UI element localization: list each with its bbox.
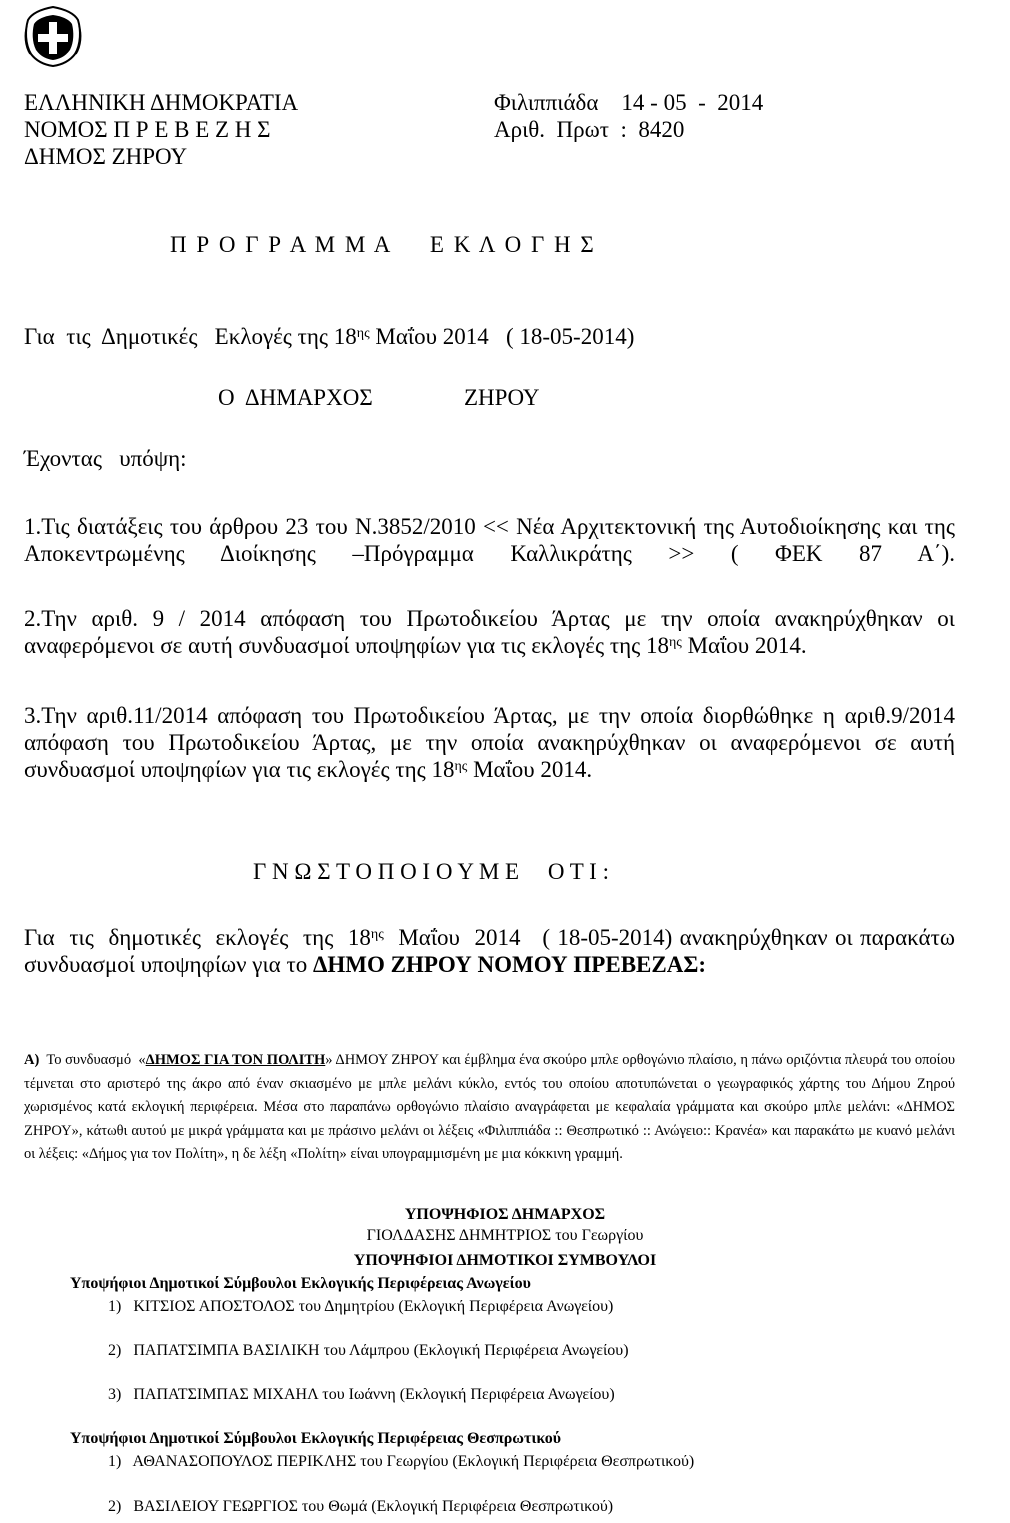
candidate-item: 1) ΚΙΤΣΙΟΣ ΑΠΟΣΤΟΛΟΣ του Δημητρίου (Εκλογική Περιφέρεια Ανωγείου) xyxy=(108,1298,614,1315)
intro-municipality: ΔΗΜΟ ΖΗΡΟΥ ΝΟΜΟΥ ΠΡΕΒΕΖΑΣ: xyxy=(312,952,707,977)
header-place-date: Φιλιππιάδα 14 - 05 - 2014 xyxy=(494,90,764,115)
consideration-3 xyxy=(24,702,955,783)
combination-name: ΔΗΜΟΣ ΓΙΑ ΤΟΝ ΠΟΛΙΤΗ xyxy=(145,1052,326,1068)
candidate-item: 2) ΠΑΠΑΤΣΙΜΠΑ ΒΑΣΙΛΙΚΗ του Λάμπρου (Εκλογική Περιφέρεια Ανωγείου) xyxy=(108,1342,629,1359)
councillors-heading: ΥΠΟΨΗΦΙΟΙ ΔΗΜΟΤΙΚΟΙ ΣΥΜΒΟΥΛΟΙ xyxy=(353,1252,657,1269)
combination-text-start: Το συνδυασμό « xyxy=(39,1052,146,1068)
candidate-item: 2) ΒΑΣΙΛΕΙΟΥ ΓΕΩΡΓΙΟΣ του Θωμά (Εκλογική Περιφέρεια Θεσπρωτικού) xyxy=(108,1498,614,1515)
subtitle-sup: ης xyxy=(356,326,370,341)
mayor-candidate-name: ΓΙΟΛΔΑΣΗΣ ΔΗΜΗΤΡΙΟΣ του Γεωργίου xyxy=(366,1227,644,1244)
document-subtitle xyxy=(24,323,634,350)
candidate-item: 3) ΠΑΠΑΤΣΙΜΠΑΣ ΜΙΧΑΗΛ του Ιωάννη (Εκλογική Περιφέρεια Ανωγείου) xyxy=(108,1386,615,1403)
header-line-prefecture: ΝΟΜΟΣ Π Ρ Ε Β Ε Ζ Η Σ xyxy=(24,117,271,142)
announcement-heading: Γ Ν Ω Σ Τ Ο Π Ο Ι Ο Υ Μ Ε Ο Τ Ι : xyxy=(253,859,609,884)
intro-text: Για τις δημοτικές εκλογές της 18 xyxy=(24,925,371,950)
mayor-heading-right: ΖΗΡΟΥ xyxy=(464,385,540,410)
consideration-2-end: Μαΐου 2014. xyxy=(681,633,807,658)
district-heading: Υποψήφιοι Δημοτικοί Σύμβουλοι Εκλογικής Περιφέρειας Θεσπρωτικού xyxy=(70,1430,562,1447)
header-issuer xyxy=(24,89,298,170)
consideration-2-text: 2.Την αριθ. 9 / 2014 απόφαση του Πρωτοδικείου Άρτας με την οποία ανακηρύχθηκαν οι αναφερόμενοι σε αυτή συνδυασμοί υποψηφίων για τις εκλογές της 18 xyxy=(24,606,955,658)
header-line-municipality: ΔΗΜΟΣ ΖΗΡΟΥ xyxy=(24,144,188,169)
subtitle-text: Για τις Δημοτικές Εκλογές της 18 xyxy=(24,324,357,349)
district-heading: Υποψήφιοι Δημοτικοί Σύμβουλοι Εκλογικής Περιφέρειας Ανωγείου xyxy=(70,1275,531,1292)
consideration-1 xyxy=(24,513,955,567)
state-emblem xyxy=(22,4,84,68)
combination-description xyxy=(24,1049,955,1167)
intro-text-end: Μαΐου 2014 ( 18-05-2014) ανακηρύχθηκαν οι παρακάτω συνδυασμοί υποψηφίων για το xyxy=(24,925,961,977)
consideration-3-end: Μαΐου 2014. xyxy=(467,757,593,782)
consideration-3-sup: ης xyxy=(454,759,468,774)
having-regard-label: Έχοντας υπόψη: xyxy=(24,446,187,471)
combination-text: » ΔΗΜΟΥ ΖΗΡΟΥ και έμβλημα ένα σκούρο μπλε ορθογώνιο πλαίσιο, η πάνω οριζόντια πλευρά του οποίου τέμνεται στο αριστερό της άκρο από έναν σκιασμένο με μπλε μελάνι κύκλο, εντός του οποίου αποτυπώνεται ο γεωγραφικός χάρτης του Δήμου Ζηρού χωρισμένος κατά εκλογική περιφέρεια. Μέσα στο παραπάνω ορθογώνιο πλαίσιο αναγράφεται με κεφαλαία γράμματα και σκούρο μπλε μελάνι: «ΔΗΜΟΣ ΖΗΡΟΥ», κάτωθι αυτού με μικρά γράμματα και με πράσινο μελάνι οι λέξεις «Φιλιππιάδα :: Θεσπρωτικό :: Ανώγειο:: Κρανέα» και παρακάτω με κυανό μελάνι οι λέξεις: «Δήμος για τον Πολίτη», η δε λέξη «Πολίτη» είναι υπογραμμισμένη με μια κόκκινη γραμμή. xyxy=(24,1052,956,1162)
combination-letter: Α) xyxy=(24,1052,40,1068)
consideration-3-text: 3.Την αριθ.11/2014 απόφαση του Πρωτοδικείου Άρτας, με την οποία διορθώθηκε η αριθ.9/2014 απόφαση του Πρωτοδικείου Άρτας, με την οποία ανακηρύχθηκαν οι αναφερόμενοι σε αυτή συνδυασμοί υποψηφίων για τις εκλογές της 18 xyxy=(24,703,955,782)
mayor-heading-left: Ο ΔΗΜΑΡΧΟΣ xyxy=(218,385,373,410)
document-title: Π Ρ Ο Γ Ρ Α Μ Μ Α Ε Κ Λ Ο Γ Η Σ xyxy=(170,232,596,257)
header-protocol: Αριθ. Πρωτ : 8420 xyxy=(494,117,685,142)
intro-sup: ης xyxy=(370,927,384,942)
consideration-2 xyxy=(24,605,955,659)
candidate-item: 1) ΑΘΑΝΑΣΟΠΟΥΛΟΣ ΠΕΡΙΚΛΗΣ του Γεωργίου (Εκλογική Περιφέρεια Θεσπρωτικού) xyxy=(108,1453,695,1470)
coat-of-arms-icon xyxy=(22,4,84,68)
consideration-2-sup: ης xyxy=(668,635,682,650)
subtitle-date: Μαΐου 2014 ( 18-05-2014) xyxy=(369,324,635,349)
header-line-state: ΕΛΛΗΝΙΚΗ ΔΗΜΟΚΡΑΤΙΑ xyxy=(24,90,299,115)
consideration-1-text: 1.Τις διατάξεις του άρθρου 23 του Ν.3852/2010 << Νέα Αρχιτεκτονική της Αυτοδιοίκησης και της Αποκεντρωμένης Διοίκησης –Πρόγραμμα Καλλικράτης >> ( ΦΕΚ 87 Α΄). xyxy=(24,514,955,566)
mayor-candidate-heading: ΥΠΟΨΗΦΙΟΣ ΔΗΜΑΡΧΟΣ xyxy=(404,1206,606,1223)
intro-paragraph xyxy=(24,924,961,978)
